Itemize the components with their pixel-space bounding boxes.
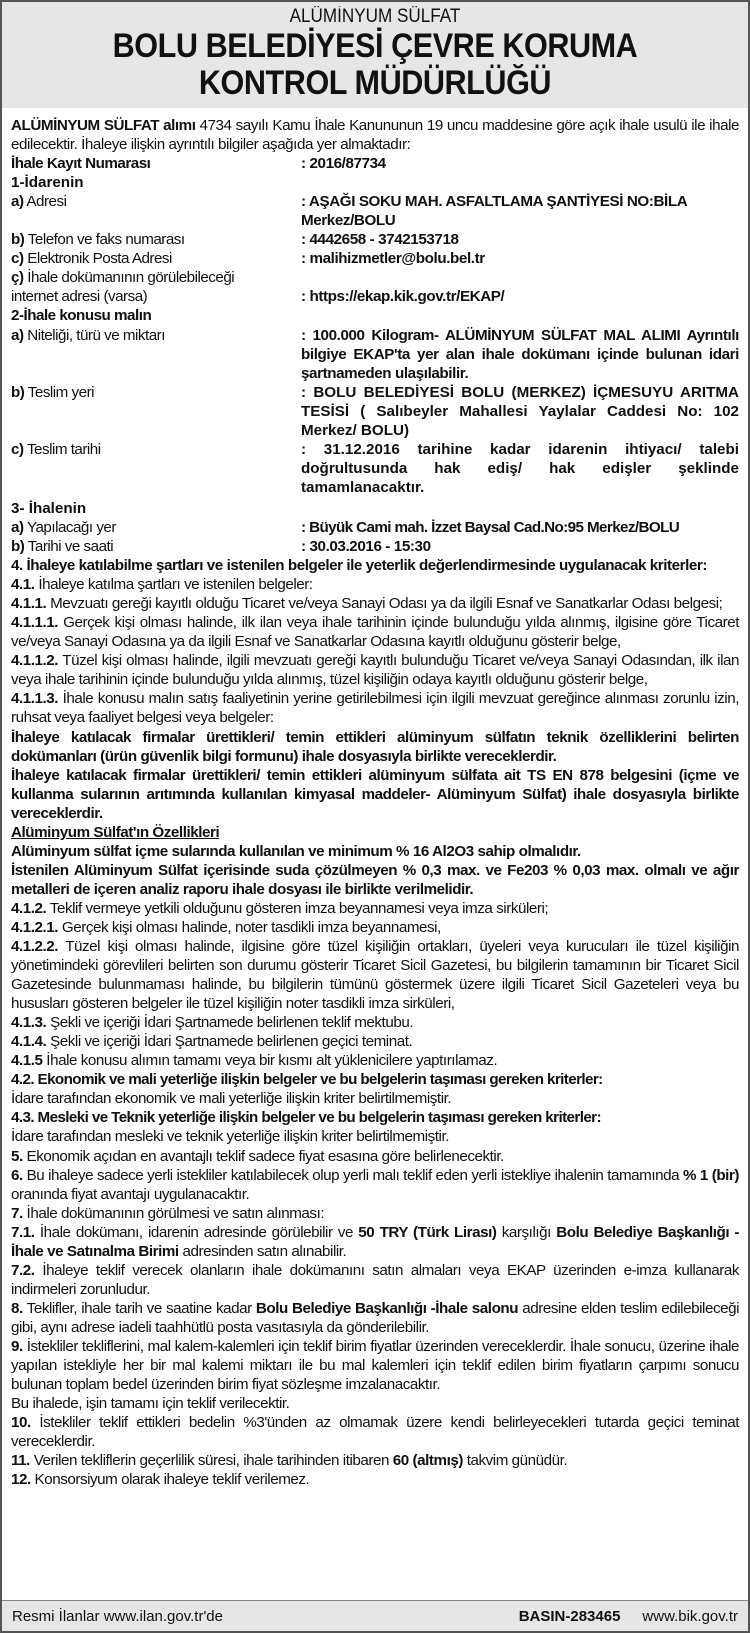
mal-heading: 2-İhale konusu malın — [11, 307, 152, 325]
mal-row-c — [11, 440, 739, 497]
idare-b-key: b) — [11, 231, 25, 249]
p-6-text2: oranında fiyat avantajı uygulanacaktır. — [11, 1185, 250, 1203]
ozellik-heading — [11, 823, 739, 842]
p-7-2-text: İhaleye teklif verecek olanların ihale dokümanını satın almaları veya EKAP üzerinden e-imza kullanarak indirmeleri zorunludur. — [11, 1261, 739, 1298]
footer-bik-link[interactable]: www.bik.gov.tr — [642, 1608, 738, 1625]
p-7-1-bold2: Bolu Belediye Başkanlığı - İhale ve Satınalma Birimi — [11, 1223, 739, 1260]
p-12-num: 12. — [11, 1471, 31, 1489]
p-7-1 — [11, 1223, 739, 1261]
p-5-text: Ekonomik açıdan en avantajlı teklif sadece fiyat esasına göre belirlenecektir. — [22, 1147, 504, 1165]
s4-heading: 4. İhaleye katılabilme şartları ve istenilen belgeler ile yeterlik değerlendirmesinde uygulanacak kriterler: — [11, 557, 707, 575]
ihale-row-b — [11, 537, 739, 556]
ihale-row-a — [11, 518, 739, 537]
idare-a-label: Adresi — [23, 193, 67, 211]
p-4-1-1-3-text: İhale konusu malın satış faaliyetinin yerine getirilebilmesi için ilgili mevzuat gereğince alınması zorunlu izin, ruhsat veya faaliyet belgesi veya belgeler: — [11, 690, 739, 727]
mal-c-value: : 31.12.2016 tarihine kadar idarenin ihtiyacı/ talebi doğrultusunda hak ediş/ hak edişler şeklinde tamamlanacaktır. — [301, 440, 739, 496]
p-4-1-2-2-text: Tüzel kişi olması halinde, ilgisine göre tüzel kişiliğin ortakları, üyeleri veya kurucuları ile tüzel kişiliğin yönetimindeki görevlileri belirten son durumu gösterir Ticaret Sicil Gazetesi, bu bilgilerin tamamının bir Ticaret Sicil Gazetesinde bulunmaması halinde, bu bilgilerin tümünü göstermek üzere ilgili Ticaret Sicil Gazeteleri veya bu hususları gösteren belgeler ile tüzel kişiliğin noter tasdikli imza sirküleri, — [11, 938, 739, 1013]
p-11-text1: Verilen tekliflerin geçerlilik süresi, ihale tarihinden itibaren — [29, 1452, 393, 1470]
p-4-1-2-1-text: Gerçek kişi olması halinde, noter tasdikli imza beyannamesi, — [58, 918, 441, 936]
p-4-1-1-num: 4.1.1. — [11, 595, 47, 613]
p-4-1-2-2-num: 4.1.2.2. — [11, 938, 59, 956]
p-12 — [11, 1470, 739, 1489]
p-7-text: İhale dokümanının görülmesi ve satın alınması: — [22, 1204, 325, 1222]
p-4-1-5-num: 4.1.5 — [11, 1052, 43, 1070]
p-5 — [11, 1147, 739, 1166]
p-11-bold: 60 (altmış) — [392, 1452, 463, 1470]
mal-b-value: : BOLU BELEDİYESİ BOLU (MERKEZ) İÇMESUYU ARITMA TESİSİ ( Salıbeyler Mahallesi Yaylalar Caddesi No: 102 Merkez/ BOLU) — [301, 383, 739, 439]
ihale-b-label: Tarihi ve saati — [24, 538, 114, 556]
intro-paragraph — [11, 116, 739, 154]
p-8-num: 8. — [11, 1299, 23, 1317]
idare-a-key: a) — [11, 193, 24, 211]
idare-b-value: : 4442658 - 3742153718 — [301, 231, 459, 249]
p-7-2 — [11, 1261, 739, 1299]
mal-b-label: Teslim yeri — [24, 383, 95, 401]
p-4-1-1-2-num: 4.1.1.2. — [11, 652, 59, 670]
p-4-1-2-1-num: 4.1.2.1. — [11, 918, 59, 936]
mal-row-a — [11, 326, 739, 383]
p-4-1-3 — [11, 1013, 739, 1032]
p-10-num: 10. — [11, 1414, 31, 1432]
p-4-1-1-1-num: 4.1.1.1. — [11, 614, 59, 632]
p-4-1-4-text: Şekli ve içeriği İdari Şartnamede belirlenen geçici teminat. — [46, 1033, 413, 1051]
p-4-1-1-1-text: Gerçek kişi olması halinde, ilk ilan veya ihale tarihinin içinde bulunduğu yılda alınmış, ilgisine göre Ticaret ve/veya Sanayi Odasına ya da ilgili Esnaf ve Sanatkarlar Odasına kayıtlı olduğunu gösterir belge, — [11, 614, 739, 651]
p-7-1-bold1: 50 TRY (Türk Lirası) — [358, 1223, 497, 1241]
notice-subtitle: ALÜMİNYUM SÜLFAT — [289, 6, 461, 27]
p-11-text2: takvim günüdür. — [462, 1452, 568, 1470]
p-7 — [11, 1204, 739, 1223]
idare-cc-label: İhale dokümanının görülebileceği — [23, 269, 235, 287]
bold-requirement-2: İhaleye katılacak firmalar ürettikleri/ temin ettikleri alüminyum sülfata ait TS EN 878 belgesini (içme ve kullanma sularının arıtımında kullanılan kimyasal maddeler- Alüminyum Sülfat) ihale dosyasıyla birlikte vereceklerdir. — [11, 766, 739, 822]
p-4-1-1-2-text: Tüzel kişi olması halinde, ilgili mevzuatı gereği kayıtlı bulunduğu Ticaret ve/veya Sanayi Odasından, ilk ilan veya ihale tarihinin içinde bulunduğu yılda alınmış, tüzel kişiliğin odaya kayıtlı olduğunu gösterir belge, — [11, 652, 739, 689]
footer-ilan-link[interactable]: Resmi İlanlar www.ilan.gov.tr'de — [12, 1608, 223, 1625]
p-7-num: 7. — [11, 1204, 23, 1222]
p-8-text1: Teklifler, ihale tarih ve saatine kadar — [22, 1299, 256, 1317]
p-4-1-text: İhaleye katılma şartları ve istenilen belgeler: — [34, 576, 313, 594]
mal-c-label: Teslim tarihi — [23, 440, 101, 458]
bold-requirement-4: İstenilen Alüminyum Sülfat içerisinde suda çözülmeyen % 0,3 max. ve Fe203 % 0,03 max. olmalı ve ağır metalleri de içeren analiz raporu ihale dosyası ile birlikte verilmelidir. — [11, 861, 739, 898]
mal-b-key: b) — [11, 383, 25, 401]
p-4-1-1-2 — [11, 651, 739, 689]
p-12-text: Konsorsiyum olarak ihaleye teklif verilemez. — [30, 1471, 310, 1489]
p-4-1 — [11, 575, 739, 594]
bold-requirement-1: İhaleye katılacak firmalar ürettikleri/ temin ettikleri alüminyum sülfatın teknik özelliklerini belirten dokümanları (ürün güvenlik bilgi formunu) ihale dosyasıyla birlikte vereceklerdir. — [11, 728, 739, 765]
ihale-a-key: a) — [11, 518, 24, 536]
p-4-1-2-text: Teklif vermeye yetkili olduğunu gösteren imza beyannamesi veya imza sirküleri; — [46, 899, 549, 917]
p-10 — [11, 1413, 739, 1451]
ihale-b-key: b) — [11, 538, 25, 556]
p-7-1-text2: karşılığı — [496, 1223, 557, 1241]
ihale-b-value: : 30.03.2016 - 15:30 — [301, 538, 431, 556]
p-8-text2: adresine elden teslim edilebileceği gibi, aynı adrese iadeli taahhütlü posta vasıtasıyla da gönderilebilir. — [11, 1299, 740, 1336]
p-4-1-3-text: Şekli ve içeriği İdari Şartnamede belirlenen teklif mektubu. — [46, 1014, 414, 1032]
p-7-1-text3: adresinden satın alınabilir. — [178, 1242, 347, 1260]
p-4-1-5-text: İhale konusu alımın tamamı veya bir kısmı alt yüklenicilere yaptırılamaz. — [42, 1052, 498, 1070]
p-6 — [11, 1166, 739, 1204]
ihale-a-label: Yapılacağı yer — [23, 518, 116, 536]
text-4-3: İdare tarafından mesleki ve teknik yeterliğe ilişkin kriter belirtilmemiştir. — [11, 1128, 450, 1146]
idare-row-c — [11, 249, 739, 268]
text-4-2: İdare tarafından ekonomik ve mali yeterliğe ilişkin kriter belirtilmemiştir. — [11, 1090, 452, 1108]
p-7-1-num: 7.1. — [11, 1223, 35, 1241]
p-4-1-2-1 — [11, 918, 739, 937]
p-11-num: 11. — [11, 1452, 30, 1470]
kayit-value: : 2016/87734 — [301, 155, 386, 173]
mal-row-b — [11, 383, 739, 440]
notice-footer — [2, 1600, 748, 1631]
p-5-num: 5. — [11, 1147, 23, 1165]
p-9-text: İstekliler tekliflerini, mal kalem-kalemleri için teklif birim fiyatlar üzerinden vereceklerdir. İhale sonucu, üzerine ihale yapılan istekliyle her bir mal kalemi miktarı ile bu mal kalemleri için teklif edilen birim fiyatların çarpımı sonucu bulunan toplam bedel üzerinden birim fiyat sözleşme imzalanacaktır. — [11, 1338, 739, 1394]
heading-4-2: 4.2. Ekonomik ve mali yeterliğe ilişkin belgeler ve bu belgelerin taşıması gereken kriterler: — [11, 1071, 603, 1089]
p-4-1-1 — [11, 594, 739, 613]
mal-a-label: Niteliği, türü ve miktarı — [23, 326, 165, 344]
p-4-1-3-num: 4.1.3. — [11, 1014, 47, 1032]
p-4-1-4 — [11, 1032, 739, 1051]
kayit-label: İhale Kayıt Numarası — [11, 155, 151, 173]
ozellik-heading-text: Alüminyum Sülfat'ın Özellikleri — [11, 823, 220, 841]
p-6-num: 6. — [11, 1166, 23, 1184]
p-4-1-1-3-num: 4.1.1.3. — [11, 690, 59, 708]
notice-title-line1: BOLU BELEDİYESİ ÇEVRE KORUMA — [112, 27, 638, 65]
idare-a-value: : AŞAĞI SOKU MAH. ASFALTLAMA ŞANTİYESİ NO:BİLA Merkez/BOLU — [301, 193, 687, 230]
mal-c-key: c) — [11, 440, 24, 458]
mal-a-key: a) — [11, 326, 24, 344]
p-9 — [11, 1337, 739, 1394]
p-4-1-2-2 — [11, 937, 739, 1013]
p-9-num: 9. — [11, 1338, 23, 1355]
p-4-1-1-3 — [11, 689, 739, 727]
idare-heading: 1-İdarenin — [11, 174, 84, 192]
ihale-heading: 3- İhalenin — [11, 499, 87, 517]
heading-4-3: 4.3. Mesleki ve Teknik yeterliğe ilişkin belgeler ve bu belgelerin taşıması gereken kriterler: — [11, 1109, 601, 1127]
idare-b-label: Telefon ve faks numarası — [24, 231, 185, 249]
idare-row-a — [11, 192, 739, 230]
mal-a-value: : 100.000 Kilogram- ALÜMİNYUM SÜLFAT MAL ALIMI Ayrıntılı bilgiye EKAP'ta yer alan ihale dokümanı içinde bulunan idari şartnameden ulaşılabilir. — [301, 326, 739, 382]
bold-requirement-3: Alüminyum sülfat içme sularında kullanılan ve minimum % 16 Al2O3 sahip olmalıdır. — [11, 842, 581, 860]
idare-row-c-cedilla — [11, 268, 739, 306]
idare-cc-value: : https://ekap.kik.gov.tr/EKAP/ — [301, 288, 505, 306]
kayit-row — [11, 154, 739, 173]
p-4-1-2-num: 4.1.2. — [11, 899, 47, 917]
p-4-1-2 — [11, 899, 739, 918]
p-7-1-text1: İhale dokümanı, idarenin adresinde görülebilir ve — [34, 1223, 359, 1241]
idare-c-value: : malihizmetler@bolu.bel.tr — [301, 250, 485, 268]
p-4-1-1-1 — [11, 613, 739, 651]
footer-basin-code: BASIN-283465 — [518, 1608, 621, 1625]
idare-c-key: c) — [11, 250, 24, 268]
idare-row-b — [11, 230, 739, 249]
p-11 — [11, 1451, 739, 1470]
intro-bold: ALÜMİNYUM SÜLFAT alımı — [11, 117, 196, 134]
p-9-b: Bu ihalede, işin tamamı için teklif verilecektir. — [11, 1395, 290, 1413]
notice-title-line2: KONTROL MÜDÜRLÜĞÜ — [198, 64, 552, 102]
p-6-text1: Bu ihaleye sadece yerli istekliler katılabilecek olup yerli malı teklif eden yerli istekliye ihalenin tamamında — [22, 1166, 683, 1184]
idare-cc-key: ç) — [11, 269, 24, 287]
ihale-a-value: : Büyük Cami mah. İzzet Baysal Cad.No:95 Merkez/BOLU — [301, 518, 680, 536]
p-8-bold: Bolu Belediye Başkanlığı -İhale salonu — [255, 1299, 519, 1317]
idare-cc-label2: internet adresi (varsa) — [11, 288, 148, 306]
notice-body — [2, 108, 748, 1489]
p-4-1-5 — [11, 1051, 739, 1070]
intro-text: 4734 sayılı Kamu İhale Kanununun 19 uncu maddesine göre açık ihale usulü ile ihale edilecektir. İhaleye ilişkin ayrıntılı bilgiler aşağıda yer almaktadır: — [11, 117, 739, 154]
notice-header — [2, 2, 748, 108]
p-4-1-1-text: Mevzuatı gereği kayıtlı olduğu Ticaret ve/veya Sanayi Odası ya da ilgili Esnaf ve Sanatkarlar Odası belgesi; — [46, 595, 723, 613]
p-6-bold: % 1 (bir) — [682, 1166, 739, 1184]
p-4-1-num: 4.1. — [11, 576, 35, 594]
p-4-1-4-num: 4.1.4. — [11, 1033, 47, 1051]
idare-c-label: Elektronik Posta Adresi — [23, 250, 172, 268]
p-10-text: İstekliler teklif ettikleri bedelin %3'ünden az olmamak üzere kendi belirleyecekleri tutarda geçici teminat vereceklerdir. — [11, 1414, 739, 1451]
p-8 — [11, 1299, 739, 1337]
p-7-2-num: 7.2. — [11, 1261, 35, 1279]
